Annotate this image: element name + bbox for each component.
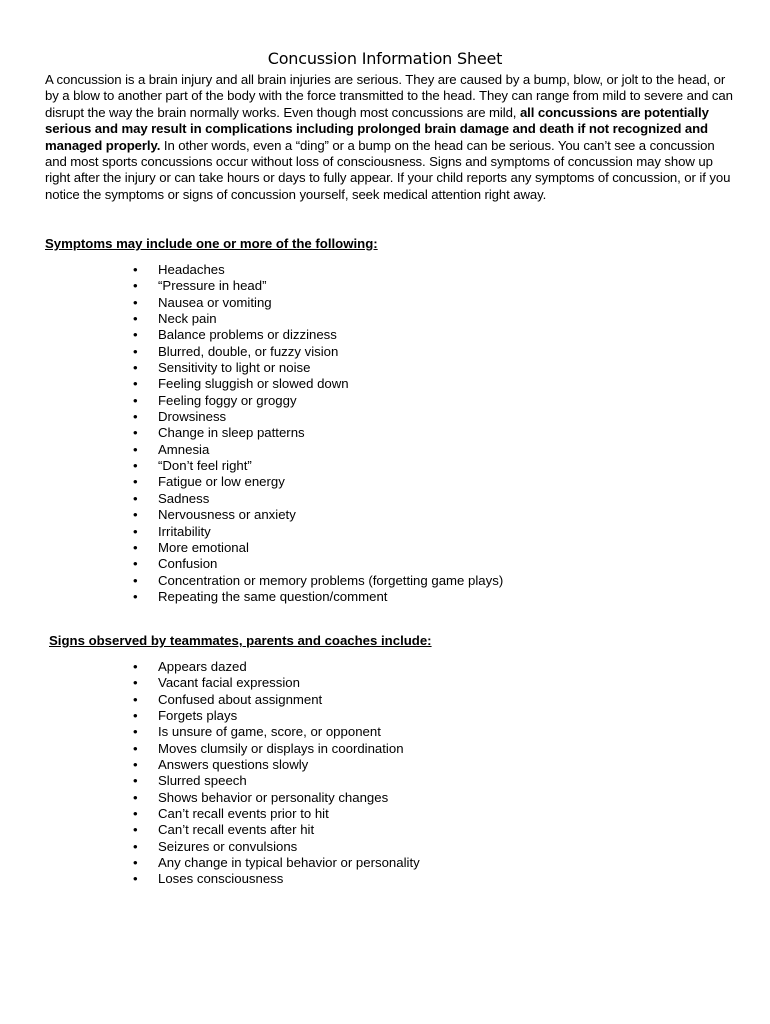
list-item-text: Appears dazed [158,659,247,674]
bullet-icon: • [133,838,138,854]
bullet-icon: • [133,262,138,277]
list-item-text: Nausea or vomiting [158,294,272,310]
list-item-text: Neck pain [158,311,217,327]
bullet-icon: • [133,675,138,691]
bullet-icon: • [133,822,138,838]
list-item-text: Slurred speech [158,773,247,789]
list-item-text: Concentration or memory problems (forgetting game plays) [158,572,504,588]
list-item [0,556,503,572]
list-item-text: Moves clumsily or displays in coordination [158,740,404,756]
bullet-icon: • [133,490,138,506]
list-item [0,491,503,507]
bullet-icon: • [133,507,138,523]
list-item [0,311,503,327]
intro-paragraph [45,72,735,203]
list-item-text: Balance problems or dizziness [158,327,337,343]
list-item-text: Amnesia [158,441,210,457]
list-item [0,540,503,556]
bullet-icon: • [133,409,138,425]
bullet-icon: • [133,278,138,294]
list-item [0,474,503,490]
list-item [0,773,420,789]
list-item-text: Loses consciousness [158,871,284,887]
list-item [0,442,503,458]
bullet-icon: • [133,724,138,740]
symptoms-list [0,262,503,605]
list-item-text: Forgets plays [158,708,238,724]
list-item [0,344,503,360]
bullet-icon: • [133,757,138,773]
list-item [0,675,420,691]
bullet-icon: • [133,343,138,359]
list-item [0,295,503,311]
signs-list [0,659,420,888]
bullet-icon: • [133,360,138,376]
list-item-text: Can’t recall events prior to hit [158,806,329,822]
list-item [0,708,420,724]
bullet-icon: • [133,871,138,887]
list-item-text: Repeating the same question/comment [158,588,388,604]
list-item [0,393,503,409]
bullet-icon: • [133,474,138,490]
list-item [0,724,420,740]
intro-text-continued: In other words, even a “ding” or a bump on the head can be serious. You can’t see a concussion and most sports concussions occur without loss of consciousness. Signs and symptoms of concussion may show up right after the injury or can take hours or days to fully appear. If your child reports any symptoms of concussion, or if you notice the symptoms or signs of concussion yourself, seek medical attention right away. [45,137,731,202]
list-item-text: Fatigue or low energy [158,474,285,490]
bullet-icon: • [133,708,138,724]
bullet-icon: • [133,855,138,871]
bullet-icon: • [133,556,138,572]
list-item-text: Sadness [158,490,210,506]
list-item-text: “Pressure in head” [158,278,267,294]
list-item [0,507,503,523]
list-item-text: Irritability [158,523,211,539]
bullet-icon: • [133,588,138,604]
bullet-icon: • [133,376,138,392]
list-item [0,360,503,376]
list-item [0,822,420,838]
list-item-text: “Don’t feel right” [158,458,252,474]
bullet-icon: • [133,327,138,343]
bullet-icon: • [133,691,138,707]
list-item [0,409,503,425]
list-item [0,327,503,343]
list-item [0,425,503,441]
list-item [0,524,503,540]
bullet-icon: • [133,659,138,674]
list-item-text: Confused about assignment [158,691,323,707]
list-item [0,806,420,822]
list-item-text: Seizures or convulsions [158,838,298,854]
list-item-text: Drowsiness [158,409,227,425]
list-item [0,262,503,278]
bullet-icon: • [133,740,138,756]
list-item [0,458,503,474]
bullet-icon: • [133,773,138,789]
list-item [0,839,420,855]
list-item-text: Headaches [158,262,225,277]
list-item-text: Can’t recall events after hit [158,822,315,838]
intro-emphasis: all concussions are potentially serious and may result in complications including prolonged brain damage and death if not recognized and managed properly. [45,104,709,153]
list-item-text: Feeling sluggish or slowed down [158,376,349,392]
list-item-text: Any change in typical behavior or personality [158,855,420,871]
bullet-icon: • [133,392,138,408]
list-item-text: Nervousness or anxiety [158,507,296,523]
list-item-text: Feeling foggy or groggy [158,392,297,408]
page-title: Concussion Information Sheet [267,49,503,68]
symptoms-heading: Symptoms may include one or more of the following: [45,236,378,251]
list-item-text: Change in sleep patterns [158,425,305,441]
bullet-icon: • [133,294,138,310]
list-item [0,871,420,887]
bullet-icon: • [133,458,138,474]
bullet-icon: • [133,789,138,805]
bullet-icon: • [133,539,138,555]
list-item [0,659,420,675]
list-item [0,790,420,806]
list-item-text: More emotional [158,539,249,555]
list-item [0,692,420,708]
list-item [0,855,420,871]
bullet-icon: • [133,572,138,588]
bullet-icon: • [133,425,138,441]
list-item [0,278,503,294]
bullet-icon: • [133,806,138,822]
bullet-icon: • [133,523,138,539]
intro-text: A concussion is a brain injury and all brain injuries are serious. They are caused by a bump, blow, or jolt to the head, or by a blow to another part of the body with the force transmitted to the head. They can range from mild to severe and can disrupt the way the brain normally works. Even though most concussions are mild, [45,72,733,120]
list-item [0,376,503,392]
bullet-icon: • [133,441,138,457]
bullet-icon: • [133,311,138,327]
list-item-text: Sensitivity to light or noise [158,360,311,376]
list-item [0,573,503,589]
signs-heading: Signs observed by teammates, parents and coaches include: [49,633,432,648]
list-item-text: Is unsure of game, score, or opponent [158,724,381,740]
list-item [0,589,503,605]
list-item-text: Shows behavior or personality changes [158,789,389,805]
list-item [0,757,420,773]
list-item-text: Confusion [158,556,218,572]
list-item-text: Blurred, double, or fuzzy vision [158,343,339,359]
list-item-text: Vacant facial expression [158,675,300,691]
list-item [0,741,420,757]
list-item-text: Answers questions slowly [158,757,309,773]
